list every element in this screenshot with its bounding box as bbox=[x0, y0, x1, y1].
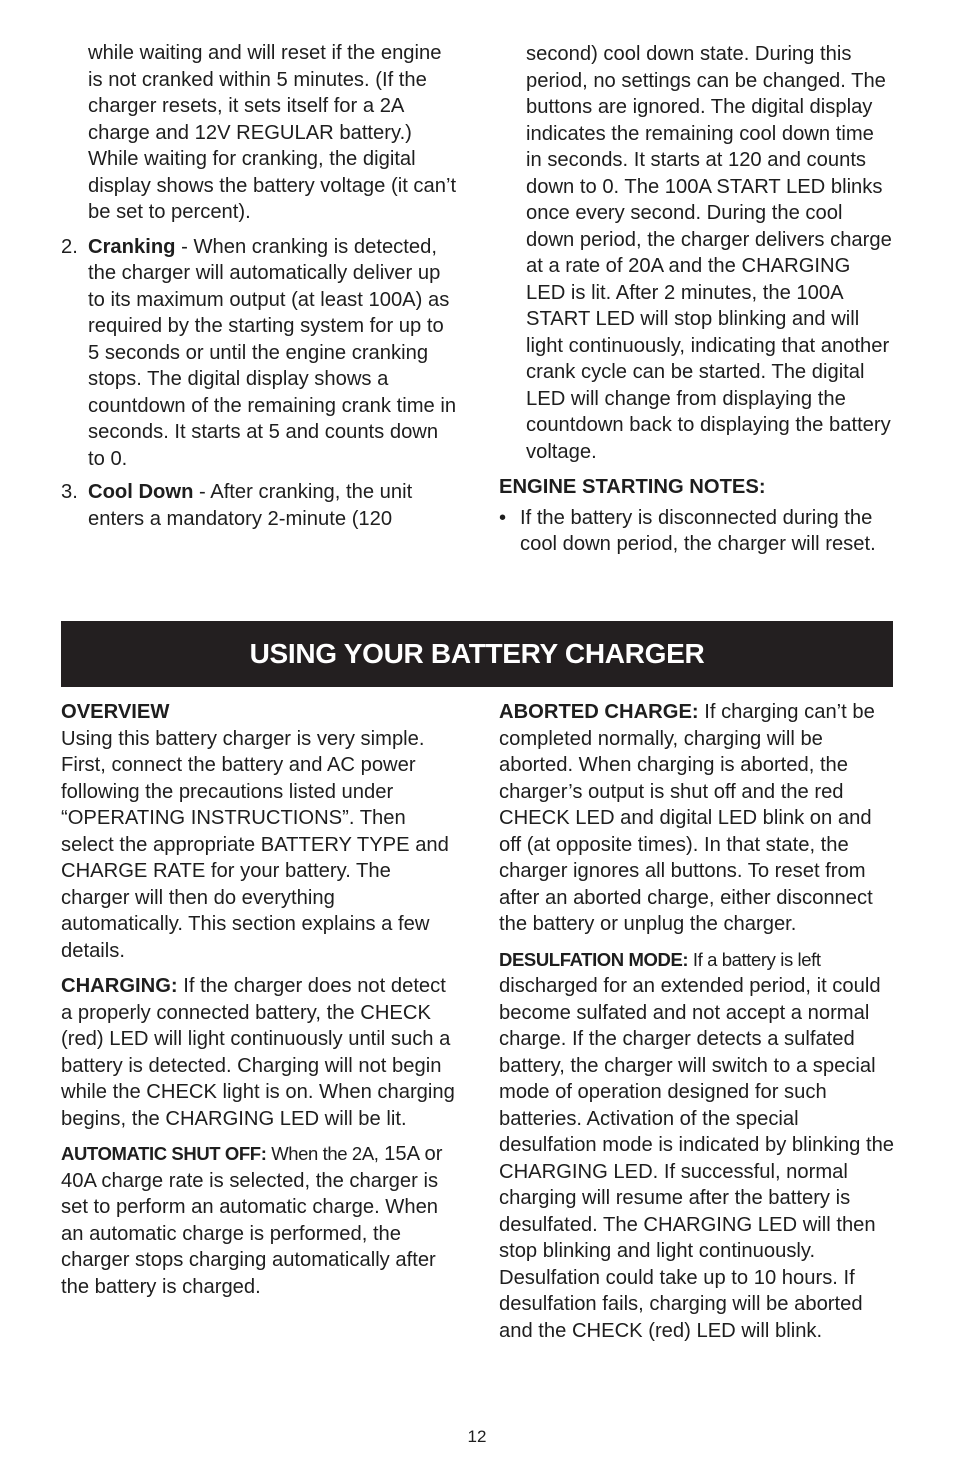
list-number: 3. bbox=[61, 481, 78, 503]
aborted-charge-paragraph: ABORTED CHARGE: If charging can’t be completed normally, charging will be aborted. When charging is aborted, the charger’s output is shut off and the red CHECK LED and digital LED blink on and off (at opposite times). In that state, the charger ignores all buttons. To reset from after an aborted charge, either disconnect the battery or unplug the charger. bbox=[499, 701, 875, 935]
bottom-left-column bbox=[61, 699, 457, 1300]
list-item-cranking bbox=[61, 234, 457, 473]
desulfation-mode-paragraph: DESULFATION MODE: If a battery is left discharged for an extended period, it could become sulfated and not accept a normal charge. If the charger detects a sulfated battery, the charger will switch to a special mode of operation designed for such batteries. Activation of the special desulfation mode is indicated by blinking the CHARGING LED. If successful, normal charging will resume after the battery is desulfated. The CHARGING LED will then stop blinking and light continuously. Desulfation could take up to 10 hours. If desulfation fails, charging will be aborted and the CHECK (red) LED will blink. bbox=[499, 948, 895, 1342]
page-number: 12 bbox=[467, 1427, 487, 1446]
engine-starting-notes-heading: ENGINE STARTING NOTES: bbox=[499, 476, 766, 498]
note-item bbox=[499, 505, 894, 558]
bottom-right-column bbox=[499, 699, 895, 1344]
desulfation-mode-heading: DESULFATION MODE: bbox=[499, 948, 689, 970]
overview-heading: OVERVIEW bbox=[61, 701, 170, 723]
charging-heading: CHARGING: bbox=[61, 975, 178, 997]
list-item-text: - When cranking is detected, the charger will automatically deliver up to its maximum output (at least 100A) as required by the starting system for up to 5 seconds or until the engine cranking stops. The digital display shows a countdown of the remaining crank time in seconds. It starts at 5 and counts down to 0. bbox=[88, 235, 457, 470]
list-item-text: - After cranking, the unit enters a mandatory 2-minute (120 bbox=[88, 481, 413, 530]
charging-paragraph: CHARGING: If the charger does not detect a properly connected battery, the CHECK (red) LED will light continuously until such a battery is detected. Charging will not begin while the CHECK light is on. When charging begins, the CHARGING LED will be lit. bbox=[61, 975, 455, 1130]
top-left-column bbox=[61, 40, 457, 532]
note-text: If the battery is disconnected during the cool down period, the charger will reset. bbox=[520, 506, 876, 555]
continued-paragraph: while waiting and will reset if the engine is not cranked within 5 minutes. (If the charger resets, it sets itself for a 2A charge and 12V REGULAR battery.) While waiting for cranking, the digital display shows the battery voltage (it can’t be set to percent). bbox=[88, 42, 457, 223]
continued-paragraph: second) cool down state. During this period, no settings can be changed. The buttons are ignored. The digital display indicates the remaining cool down time in seconds. It starts at 120 and counts down to 0. The 100A START LED blinks once every second. During the cool down period, the charger delivers charge at a rate of 20A and the CHARGING LED is lit. After 2 minutes, the 100A START LED will stop blinking and will light continuously, indicating that another crank cycle can be started. The digital LED will change from displaying the countdown back to displaying the battery voltage. bbox=[526, 43, 892, 463]
section-banner bbox=[61, 621, 893, 687]
bullet-icon: • bbox=[499, 506, 507, 529]
aborted-charge-heading: ABORTED CHARGE: bbox=[499, 701, 699, 723]
automatic-shut-off-paragraph: AUTOMATIC SHUT OFF: When the 2A, 15A or 40A charge rate is selected, the charger is set to perform an automatic charge. When an automatic charge is performed, the charger stops charging automatically after the battery is charged. bbox=[61, 1143, 443, 1298]
section-title: USING YOUR BATTERY CHARGER bbox=[249, 638, 705, 669]
top-right-column bbox=[499, 41, 894, 558]
list-item-title: Cranking bbox=[88, 235, 176, 258]
list-number: 2. bbox=[61, 235, 78, 258]
list-item-cool-down bbox=[61, 479, 457, 532]
overview-paragraph: Using this battery charger is very simple. First, connect the battery and AC power following the precautions listed under “OPERATING INSTRUCTIONS”. Then select the appropriate BATTERY TYPE and CHARGE RATE for your battery. The charger will then do everything automatically. This section explains a few details. bbox=[61, 727, 449, 962]
automatic-shut-off-heading: AUTOMATIC SHUT OFF: bbox=[61, 1143, 267, 1164]
list-item-title: Cool Down bbox=[88, 481, 194, 503]
